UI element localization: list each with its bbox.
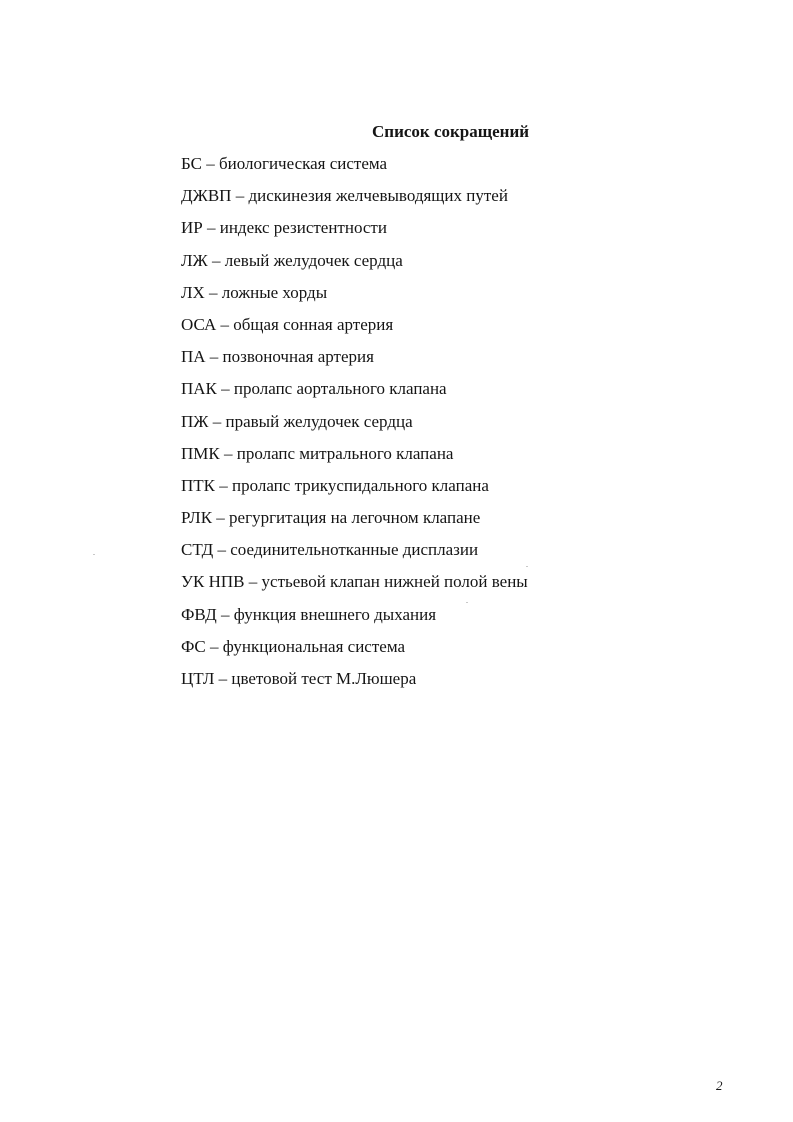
abbreviation-item: ИР – индекс резистентности bbox=[181, 218, 387, 238]
scan-speck bbox=[526, 566, 528, 567]
abbreviation-item: ЛХ – ложные хорды bbox=[181, 282, 328, 302]
abbreviation-item: ФВД – функция внешнего дыхания bbox=[181, 604, 437, 624]
abbreviation-item: ДЖВП – дискинезия желчевыводящих путей bbox=[181, 186, 508, 206]
abbreviation-item: ПМК – пролапс митрального клапана bbox=[181, 443, 454, 463]
abbreviation-item: ПА – позвоночная артерия bbox=[181, 347, 374, 367]
abbreviation-item: ПТК – пролапс трикуспидального клапана bbox=[181, 475, 489, 495]
abbreviation-item: ЦТЛ – цветовой тест М.Люшера bbox=[181, 669, 417, 688]
abbreviation-item: ЛЖ – левый желудочек сердца bbox=[181, 250, 403, 270]
abbreviation-item: РЛК – регургитация на легочном клапане bbox=[181, 508, 481, 528]
abbreviation-item: СТД – соединительнотканные дисплазии bbox=[181, 540, 479, 560]
abbreviation-item: ОСА – общая сонная артерия bbox=[181, 314, 394, 334]
abbreviation-item: ПЖ – правый желудочек сердца bbox=[181, 411, 413, 431]
scan-speck bbox=[466, 602, 468, 603]
abbreviation-item: ФС – функциональная система bbox=[181, 636, 406, 656]
scan-speck bbox=[93, 554, 95, 555]
abbreviation-item: ПАК – пролапс аортального клапана bbox=[181, 379, 447, 399]
abbreviation-list bbox=[181, 152, 528, 699]
abbreviation-item: УК НПВ – устьевой клапан нижней полой вены bbox=[181, 572, 528, 592]
abbreviation-item: БС – биологическая система bbox=[181, 154, 388, 173]
page-number: 2 bbox=[716, 1078, 723, 1093]
page-title: Список сокращений bbox=[372, 122, 530, 141]
